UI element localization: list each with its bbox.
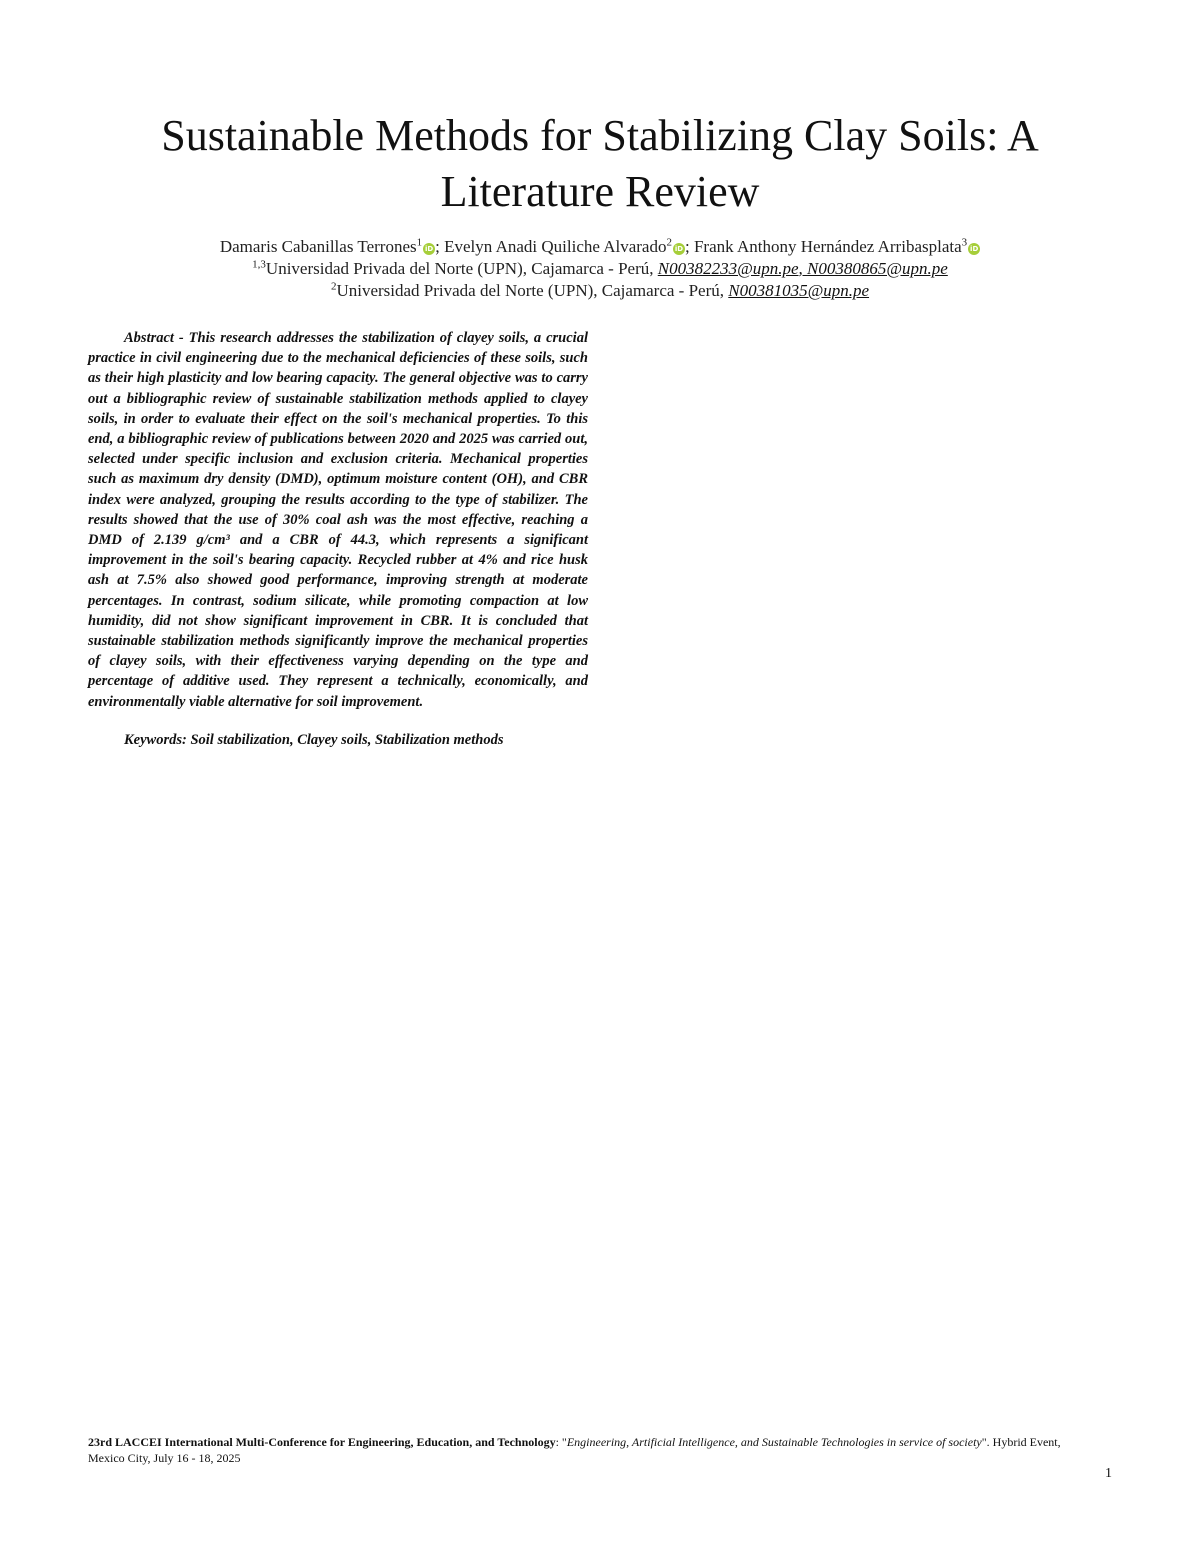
conference-theme: Engineering, Artificial Intelligence, and Sustainable Technologies in service of society — [566, 1435, 982, 1449]
page-footer — [88, 1434, 1088, 1466]
keywords-paragraph: Keywords: Soil stabilization, Clayey soils, Stabilization methods — [124, 731, 504, 748]
abstract-column — [88, 328, 588, 750]
page-number: 1 — [1105, 1466, 1112, 1481]
author-affiliation-sup: 1 — [416, 236, 423, 249]
author-affiliation-sup: 2 — [666, 236, 672, 249]
email-link[interactable]: N00381035@upn.pe — [728, 281, 870, 300]
affiliation-text: Universidad Privada del Norte (UPN), Cajamarca - Perú, — [265, 259, 658, 278]
author-separator: ; — [684, 237, 694, 256]
author-affiliation-sup: 3 — [961, 236, 968, 249]
email-link[interactable]: N00380865@upn.pe — [807, 259, 948, 278]
author-name: Damaris Cabanillas Terrones — [219, 237, 417, 256]
affiliation-sup: 1,3 — [252, 258, 266, 271]
orcid-icon[interactable]: iD — [674, 245, 684, 253]
event-details: Hybrid Event, Mexico City, July 16 - 18, 2025 — [88, 1435, 1061, 1465]
author-separator: ; — [435, 237, 445, 256]
authors-block — [60, 236, 1140, 302]
author-line — [60, 236, 1140, 258]
affiliation-text: Universidad Privada del Norte (UPN), Cajamarca - Perú, — [336, 281, 729, 300]
affiliation-line — [60, 280, 1140, 302]
author-name: Frank Anthony Hernández Arribasplata — [693, 237, 962, 256]
conference-name: 23rd LACCEI International Multi-Conference for Engineering, Education, and Technology — [88, 1435, 556, 1449]
email-separator: , — [798, 259, 808, 278]
paper-title: Sustainable Methods for Stabilizing Clay Soils: A Literature Review — [161, 111, 1039, 216]
affiliation-sup: 2 — [330, 280, 337, 293]
email-link[interactable]: N00382233@upn.pe — [657, 259, 799, 278]
theme-prefix: : " — [555, 1435, 567, 1449]
affiliation-line — [60, 258, 1140, 280]
abstract-paragraph: Abstract - This research addresses the stabilization of clayey soils, a crucial practice in civil engineering due to the mechanical deficiencies of these soils, such as their high plasticity and low bearing capacity. The general objective was to carry out a bibliographic review of sustainable stabilization methods applied to clayey soils, in order to evaluate their effect on the soil's mechanical properties. To this end, a bibliographic review of publications between 2020 and 2025 was carried out, selected under specific inclusion and exclusion criteria. Mechanical properties such as maximum dry density (DMD), optimum moisture content (OH), and CBR index were analyzed, grouping the results according to the type of stabilizer. The results showed that the use of 30% coal ash was the most effective, reaching a DMD of 2.139 g/cm³ and a CBR of 44.3, which represents a significant improvement in the soil's bearing capacity. Recycled rubber at 4% and rice husk ash at 7.5% also showed good performance, improving strength at moderate percentages. In contrast, sodium silicate, while promoting compaction at low humidity, did not show significant improvement in CBR. It is concluded that sustainable stabilization methods significantly improve the mechanical properties of clayey soils, with their effectiveness varying depending on the type and percentage of additive used. They represent a technically, economically, and environmentally viable alternative for soil improvement. — [88, 330, 588, 710]
orcid-icon[interactable]: iD — [425, 245, 434, 253]
author-name: Evelyn Anadi Quiliche Alvarado — [444, 237, 667, 256]
theme-suffix: ". — [981, 1435, 993, 1449]
orcid-icon[interactable]: iD — [970, 245, 979, 253]
